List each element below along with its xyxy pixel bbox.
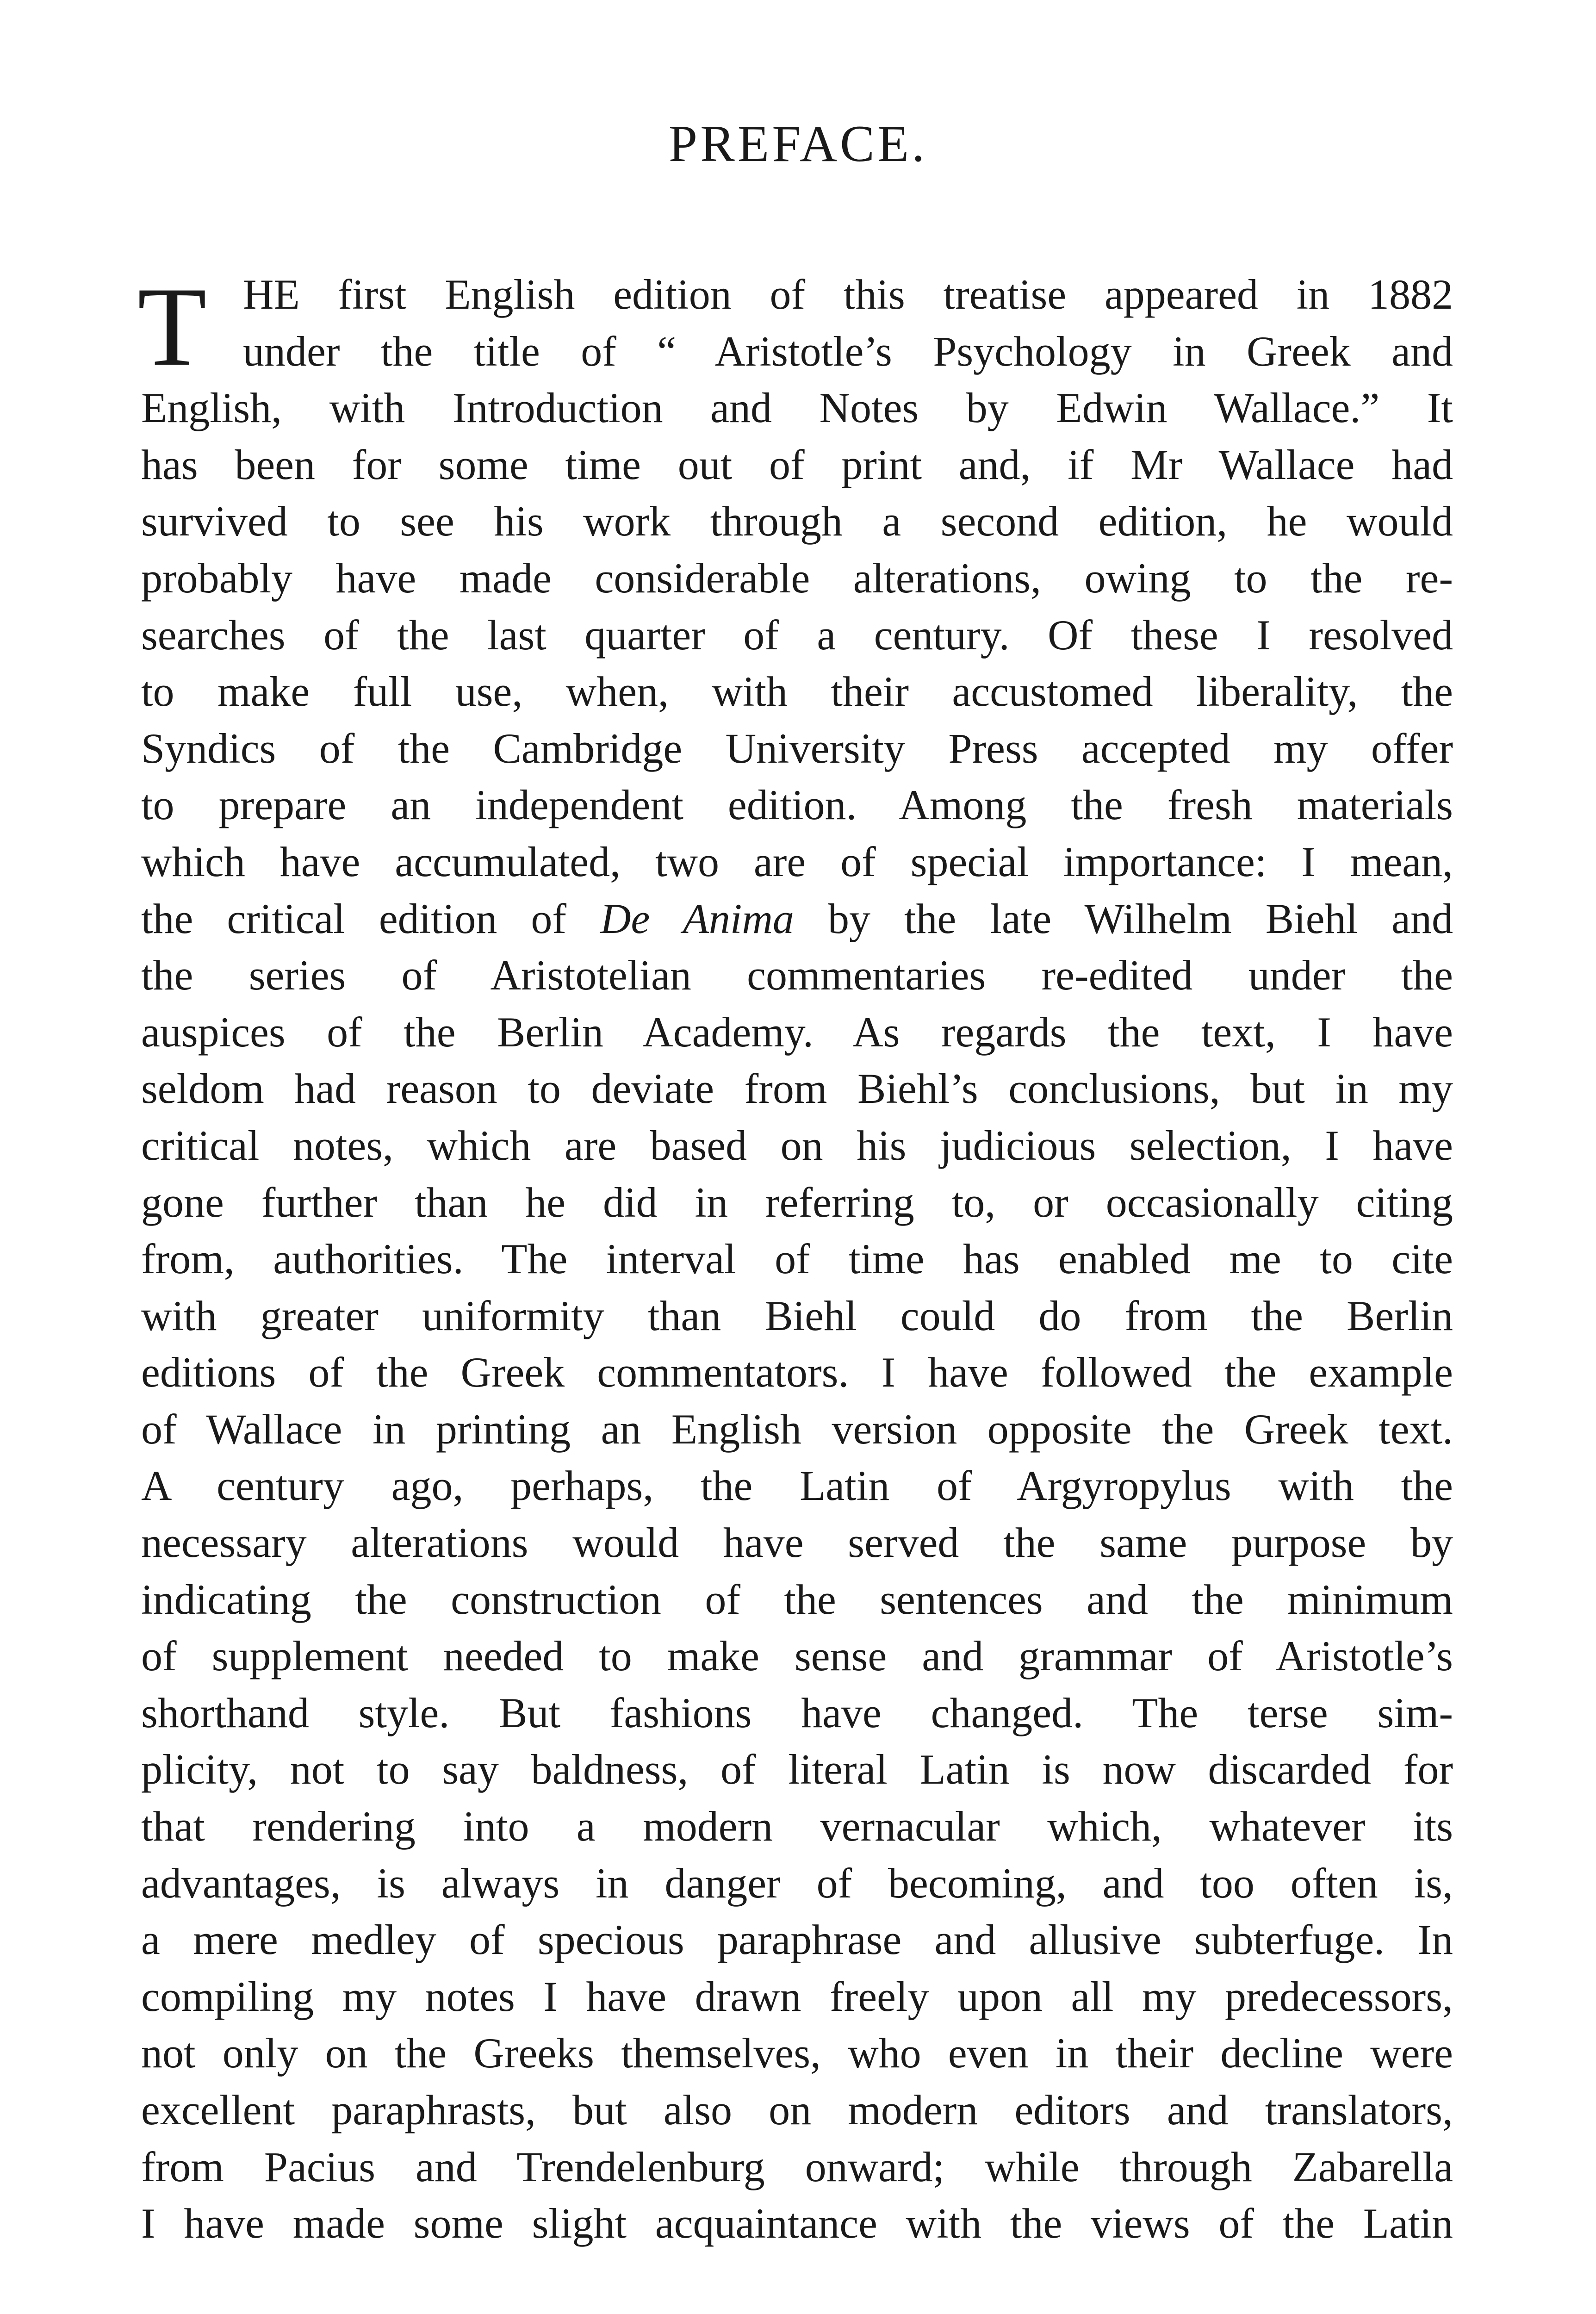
text-line: of Wallace in printing an English version opposite the Greek text. bbox=[141, 1405, 1453, 1453]
text-line: excellent paraphrasts, but also on modern editors and translators, bbox=[141, 2086, 1453, 2134]
text-line: Syndics of the Cambridge University Press accepted my offer bbox=[141, 724, 1453, 772]
text-line: plicity, not to say baldness, of literal Latin is now discarded for bbox=[141, 1746, 1453, 1793]
text-line: which have accumulated, two are of special importance: I mean, bbox=[141, 838, 1453, 885]
text-line: I have made some slight acquaintance with the views of the Latin bbox=[141, 2200, 1453, 2247]
text-line: of supplement needed to make sense and grammar of Aristotle’s bbox=[141, 1632, 1453, 1680]
preface-body bbox=[137, 264, 1453, 2252]
text-line: searches of the last quarter of a century. Of these I resolved bbox=[141, 611, 1453, 659]
text-line: from Pacius and Trendelenburg onward; while through Zabarella bbox=[141, 2143, 1453, 2190]
text-line: English, with Introduction and Notes by Edwin Wallace.” It bbox=[141, 384, 1453, 432]
text-line: probably have made considerable alterations, owing to the re- bbox=[141, 554, 1453, 602]
text-line: shorthand style. But fashions have changed. The terse sim- bbox=[141, 1689, 1453, 1736]
text-line: the series of Aristotelian commentaries re-edited under the bbox=[141, 952, 1453, 999]
text-line: auspices of the Berlin Academy. As regards the text, I have bbox=[141, 1008, 1453, 1056]
text-line: to make full use, when, with their accustomed liberality, the bbox=[141, 668, 1453, 715]
text-line: the critical edition of De Anima by the late Wilhelm Biehl and bbox=[141, 895, 1453, 942]
text-line: a mere medley of specious paraphrase and allusive subterfuge. In bbox=[141, 1916, 1453, 1964]
text-line: survived to see his work through a second edition, he would bbox=[141, 498, 1453, 545]
text-line: gone further than he did in referring to, or occasionally citing bbox=[141, 1178, 1453, 1226]
drop-cap: T bbox=[137, 264, 207, 389]
text-line: advantages, is always in danger of becoming, and too often is, bbox=[141, 1859, 1453, 1907]
text-line: not only on the Greeks themselves, who even in their decline were bbox=[141, 2029, 1453, 2077]
text-line: A century ago, perhaps, the Latin of Argyropylus with the bbox=[141, 1462, 1453, 1510]
text-line: indicating the construction of the sentences and the minimum bbox=[141, 1575, 1453, 1623]
italic-title: De Anima bbox=[600, 895, 794, 942]
text-line: with greater uniformity than Biehl could do from the Berlin bbox=[141, 1292, 1453, 1339]
text-line: has been for some time out of print and, if Mr Wallace had bbox=[141, 441, 1453, 488]
text-line: from, authorities. The interval of time has enabled me to cite bbox=[141, 1235, 1453, 1283]
text-line: seldom had reason to deviate from Biehl’s conclusions, but in my bbox=[141, 1065, 1453, 1113]
text-line: to prepare an independent edition. Among the fresh materials bbox=[141, 781, 1453, 829]
text-line: under the title of “ Aristotle’s Psychology in Greek and bbox=[243, 327, 1453, 375]
text-line: necessary alterations would have served the same purpose by bbox=[141, 1519, 1453, 1567]
text-line: compiling my notes I have drawn freely upon all my predecessors, bbox=[141, 1972, 1453, 2020]
text-line: critical notes, which are based on his judicious selection, I have bbox=[141, 1121, 1453, 1169]
page-title: PREFACE. bbox=[668, 115, 928, 173]
text-line: HE first English edition of this treatise appeared in 1882 bbox=[243, 271, 1453, 318]
text-line: that rendering into a modern vernacular which, whatever its bbox=[141, 1803, 1453, 1850]
text-line: editions of the Greek commentators. I have followed the example bbox=[141, 1349, 1453, 1396]
